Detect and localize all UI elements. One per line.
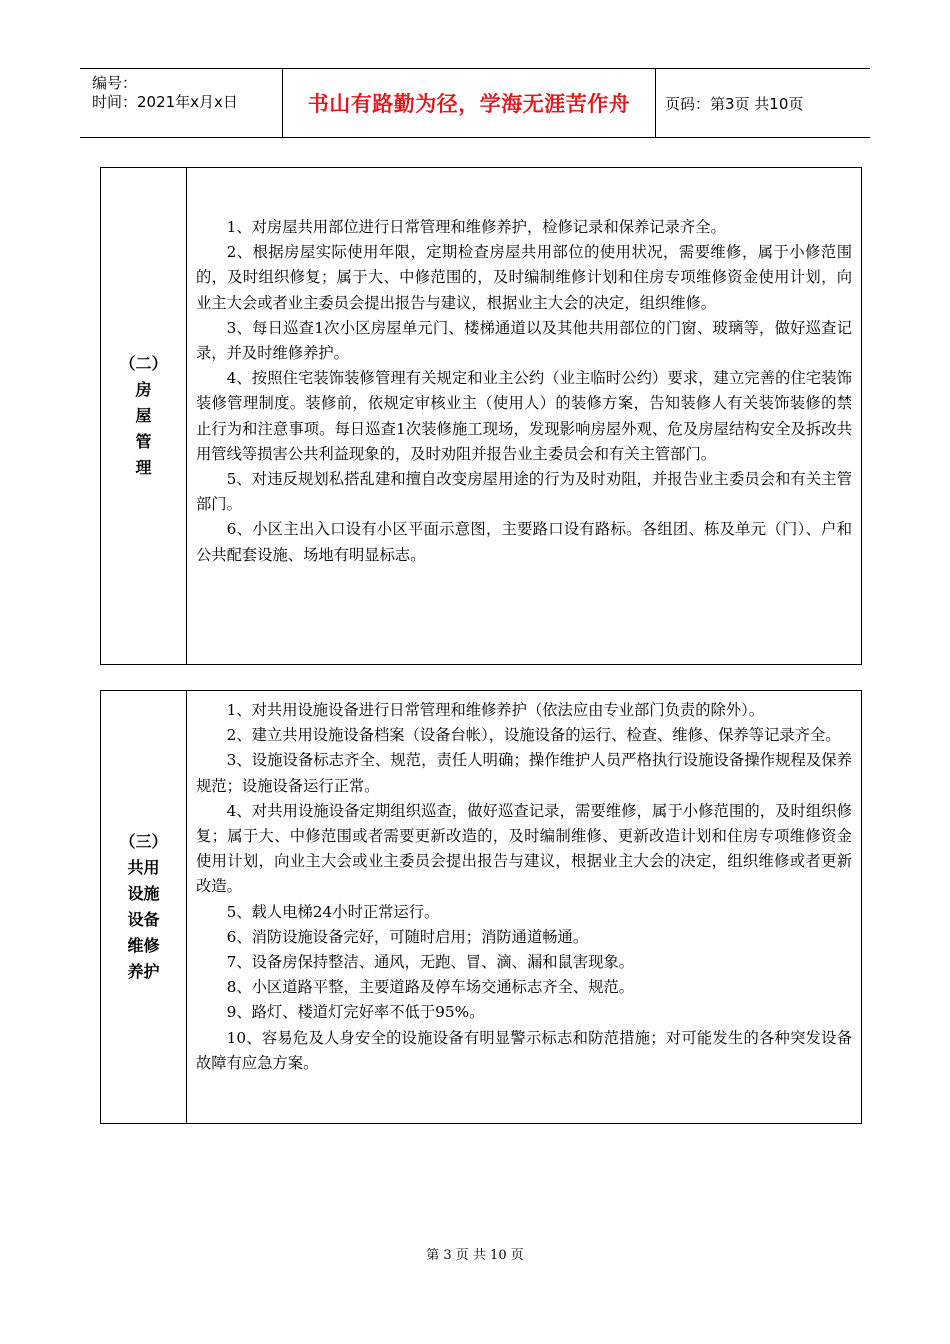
header-page-info: 页码：第3页 共10页 bbox=[665, 94, 804, 113]
section-label-line: 设施 bbox=[127, 884, 160, 903]
section-label-line: 理 bbox=[135, 458, 152, 477]
list-item: 4、对共用设施设备定期组织巡查，做好巡查记录，需要维修，属于小修范围的，及时组织修复；属于大、中修范围或者需要更新改造的，及时编制维修、更新改造计划和住房专项维修资金使用计划，向业主大会或业主委员会提出报告与建议，根据业主大会的决定，组织维修或者更新改造。 bbox=[196, 801, 852, 896]
page-footer bbox=[0, 1244, 950, 1263]
list-item: 5、载人电梯24小时正常运行。 bbox=[226, 902, 440, 921]
list-item: 5、对违反规划私搭乱建和擅自改变房屋用途的行为及时劝阻，并报告业主委员会和有关主管部门。 bbox=[196, 470, 852, 514]
section-label-line: 共用 bbox=[127, 858, 160, 877]
section-facility-maintenance bbox=[100, 690, 862, 1124]
list-item: 2、根据房屋实际使用年限，定期检查房屋共用部位的使用状况，需要维修，属于小修范围的，及时组织修复；属于大、中修范围的，及时编制维修计划和住房专项维修资金使用计划，向业主大会或者业主委员会提出报告与建议，根据业主大会的决定，组织维修。 bbox=[196, 243, 852, 312]
list-item: 10、容易危及人身安全的设施设备有明显警示标志和防范措施；对可能发生的各种突发设备故障有应急方案。 bbox=[196, 1028, 852, 1072]
document-date-label: 时间：2021年x月x日 bbox=[92, 93, 238, 111]
section-label-line: 设备 bbox=[127, 910, 160, 929]
section-label-line: 屋 bbox=[135, 406, 152, 425]
section-label-line: 房 bbox=[135, 380, 152, 399]
section-label-line: （三） bbox=[119, 832, 168, 851]
list-item: 1、对共用设施设备进行日常管理和维修养护（依法应由专业部门负责的除外）。 bbox=[226, 701, 765, 719]
section-label bbox=[101, 168, 187, 664]
list-item: 8、小区道路平整，主要道路及停车场交通标志齐全、规范。 bbox=[226, 978, 635, 997]
list-item: 3、每日巡查1次小区房屋单元门、楼梯通道以及其他共用部位的门窗、玻璃等，做好巡查记录，并及时维修养护。 bbox=[196, 318, 852, 363]
section-housing-management bbox=[100, 167, 862, 665]
section-label bbox=[101, 691, 187, 1123]
section-label-line: 养护 bbox=[127, 962, 160, 981]
list-item: 4、按照住宅装饰装修管理有关规定和业主公约（业主临时公约）要求，建立完善的住宅装饰装修管理制度。装修前，依规定审核业主（使用人）的装修方案，告知装修人有关装饰装修的禁止行为和注意事项。每日巡查1次装修施工现场，发现影响房屋外观、危及房屋结构安全及拆改共用管线等损害公共利益现象的，及时劝阻并报告业主委员会和有关主管部门。 bbox=[196, 369, 852, 463]
section-content bbox=[187, 691, 861, 1123]
list-item: 9、路灯、楼道灯完好率不低于95%。 bbox=[226, 1003, 485, 1022]
header-meta-cell bbox=[80, 69, 282, 137]
section-label-line: 维修 bbox=[127, 936, 160, 955]
header-page-cell bbox=[655, 69, 870, 137]
section-label-line: （二） bbox=[119, 354, 168, 373]
footer-page-number: 第 3 页 共 10 页 bbox=[426, 1248, 524, 1263]
page-header bbox=[80, 68, 870, 138]
header-motto: 书山有路勤为径，学海无涯苦作舟 bbox=[307, 92, 631, 116]
section-content bbox=[187, 168, 861, 664]
list-item: 6、小区主出入口设有小区平面示意图，主要路口设有路标。各组团、栋及单元（门）、户和公共配套设施、场地有明显标志。 bbox=[196, 520, 852, 564]
list-item: 1、对房屋共用部位进行日常管理和维修养护，检修记录和保养记录齐全。 bbox=[226, 218, 726, 236]
document-code-label: 编号： bbox=[92, 74, 138, 92]
list-item: 3、设施设备标志齐全、规范，责任人明确；操作维护人员严格执行设施设备操作规程及保养规范；设施设备运行正常。 bbox=[196, 751, 852, 795]
header-motto-cell bbox=[282, 69, 656, 137]
list-item: 7、设备房保持整洁、通风，无跑、冒、滴、漏和鼠害现象。 bbox=[226, 953, 635, 972]
section-label-line: 管 bbox=[135, 432, 152, 451]
list-item: 2、建立共用设施设备档案（设备台帐），设施设备的运行、检查、维修、保养等记录齐全。 bbox=[226, 726, 841, 745]
list-item: 6、消防设施设备完好，可随时启用；消防通道畅通。 bbox=[226, 927, 589, 946]
